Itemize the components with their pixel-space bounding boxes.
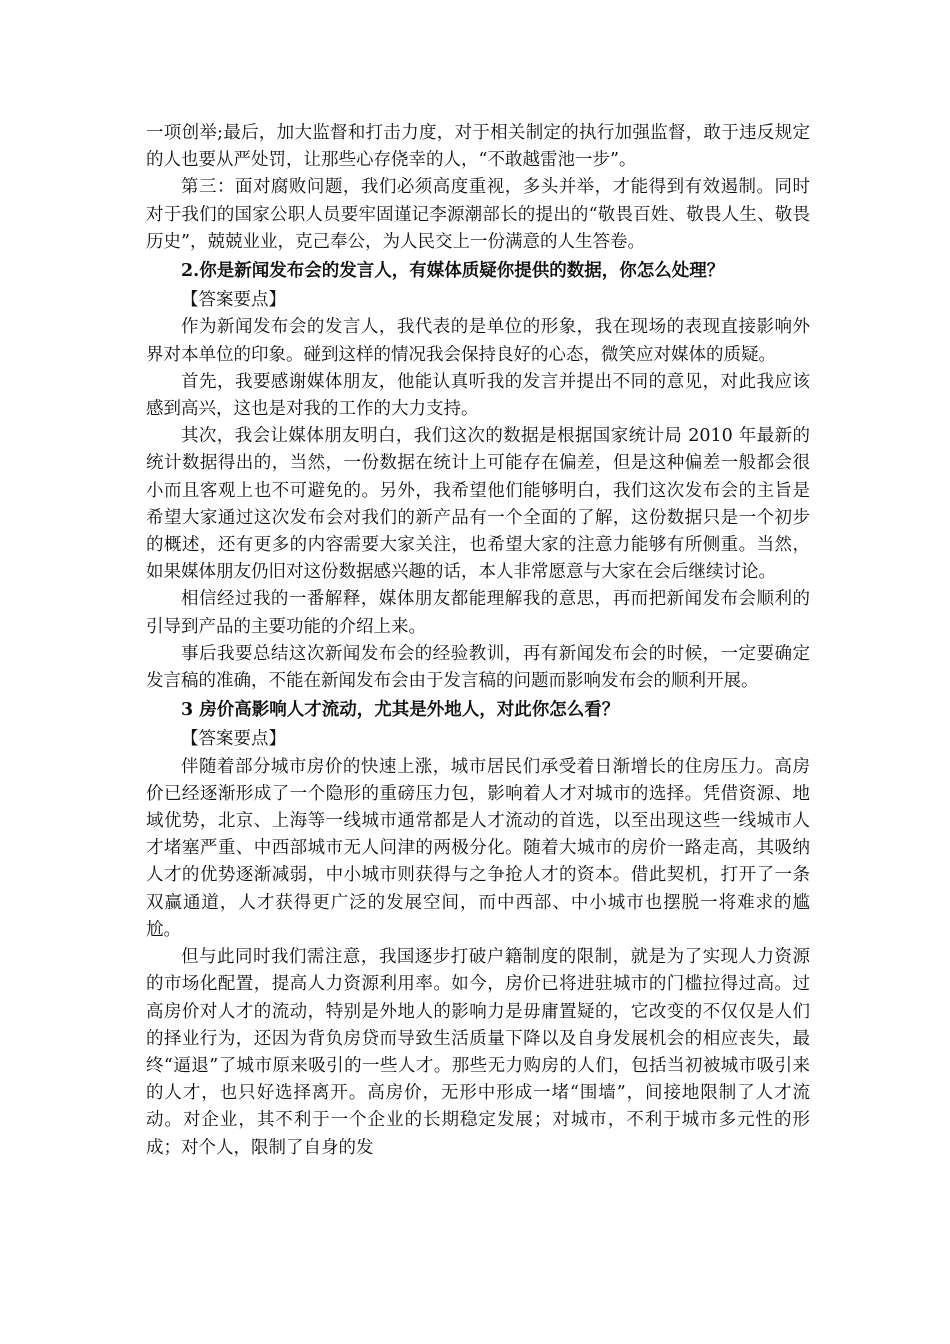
paragraph-3: 作为新闻发布会的发言人，我代表的是单位的形象，我在现场的表现直接影响外界对本单位的印象。碰到这样的情况我会保持良好的心态，微笑应对媒体的质疑。 [146, 317, 810, 365]
paragraph-5: 其次，我会让媒体朋友明白，我们这次的数据是根据国家统计局 2010 年最新的统计数据得出的，当然，一份数据在统计上可能存在偏差，但是这种偏差一般都会很小而且客观上也不可避免的。另外，我希望他们能够明白，我们这次发布会的主旨是希望大家通过这次发布会对我们的新产品有一个全面的了解，这份数据只是一个初步的概述，还有更多的内容需要大家关注，也希望大家的注意力能够有所侧重。当然，如果媒体朋友仍旧对这份数据感兴趣的话，本人非常愿意与大家在会后继续讨论。 [146, 426, 810, 583]
paragraph-7: 事后我要总结这次新闻发布会的经验教训，再有新闻发布会的时候，一定要确定发言稿的准确，不能在新闻发布会由于发言稿的问题而影响发布会的顺利开展。 [146, 643, 810, 692]
document-page [146, 120, 810, 1162]
paragraph-2: 第三：面对腐败问题，我们必须高度重视，多头并举，才能得到有效遏制。同时对于我们的国家公职人员要牢固谨记李源潮部长的提出的“敬畏百姓、敬畏人生、敬畏历史”，兢兢业业，克己奉公，为人民交上一份满意的人生答卷。 [146, 177, 810, 252]
paragraph-6: 相信经过我的一番解释，媒体朋友都能理解我的意思，再而把新闻发布会顺利的引导到产品的主要功能的介绍上来。 [146, 589, 810, 637]
question-2-heading: 2.你是新闻发布会的发言人，有媒体质疑你提供的数据，你怎么处理？ [181, 261, 725, 282]
paragraph-9: 但与此同时我们需注意，我国逐步打破户籍制度的限制，就是为了实现人力资源的市场化配置，提高人力资源利用率。如今，房价已将进驻城市的门槛拉得过高。过高房价对人才的流动，特别是外地人的影响力是毋庸置疑的，它改变的不仅仅是人们的择业行为，还因为背负房贷而导致生活质量下降以及自身发展机会的相应丧失，最终“逼退”了城市原来吸引的一些人才。那些无力购房的人们，包括当初被城市吸引来的人才，也只好选择离开。高房价，无形中形成一堵“围墙”，间接地限制了人才流动。对企业，其不利于一个企业的长期稳定发展；对城市，不利于城市多元性的形成；对个人，限制了自身的发 [146, 947, 810, 1158]
answer-points-label-1: 【答案要点】 [181, 290, 286, 311]
answer-points-label-2: 【答案要点】 [181, 729, 286, 750]
question-3-heading: 3 房价高影响人才流动，尤其是外地人，对此你怎么看？ [181, 700, 620, 721]
paragraph-8: 伴随着部分城市房价的快速上涨，城市居民们承受着日渐增长的住房压力。高房价已经逐渐形成了一个隐形的重磅压力包，影响着人才对城市的选择。凭借资源、地域优势，北京、上海等一线城市通常都是人才流动的首选，以至出现这些一线城市人才堵塞严重、中西部城市无人问津的两极分化。随着大城市的房价一路走高，其吸纳人才的优势逐渐减弱，中小城市则获得与之争抢人才的资本。借此契机，打开了一条双赢通道，人才获得更广泛的发展空间，而中西部、中小城市也摆脱一将难求的尴尬。 [146, 756, 810, 940]
paragraph-1: 一项创举;最后，加大监督和打击力度，对于相关制定的执行加强监督，敢于违反规定的人也要从严处罚，让那些心存侥幸的人，“不敢越雷池一步”。 [146, 123, 810, 171]
paragraph-4: 首先，我要感谢媒体朋友，他能认真听我的发言并提出不同的意见，对此我应该感到高兴，这也是对我的工作的大力支持。 [146, 371, 810, 420]
